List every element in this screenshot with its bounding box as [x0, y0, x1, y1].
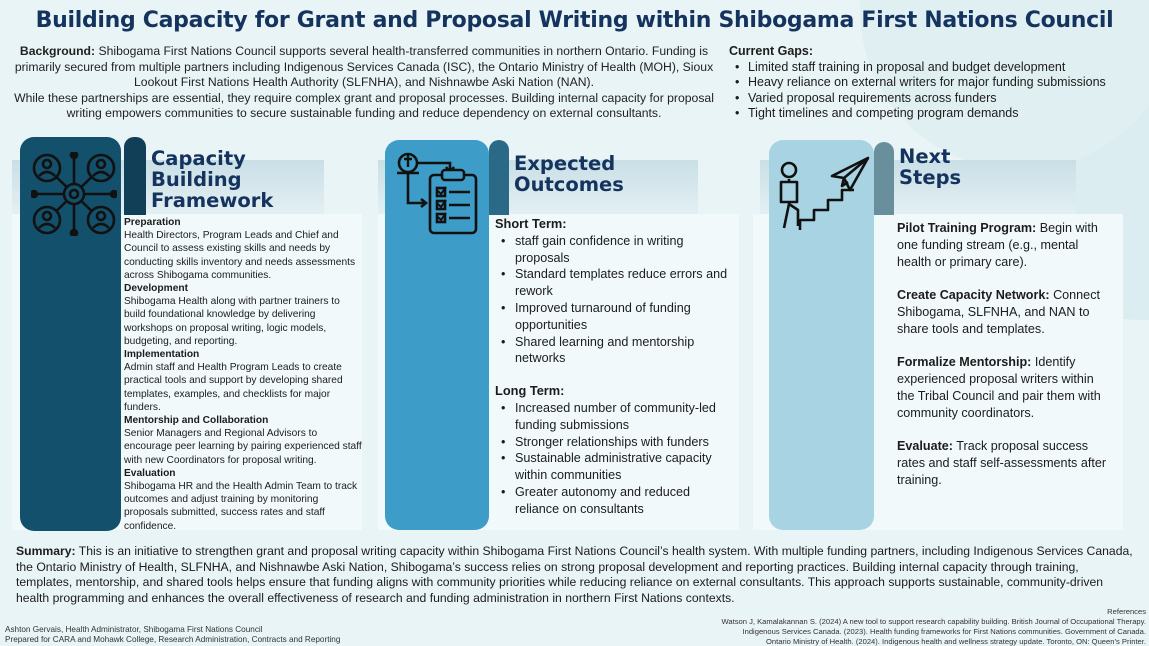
next-step-item: Pilot Training Program: Begin with one funding stream (e.g., mental health or primary care). [897, 221, 1098, 269]
reference-item: Indigenous Services Canada. (2023). Health funding frameworks for First Nations communities. Government of Canada. [742, 626, 1146, 636]
next-step-item: Create Capacity Network: Connect Shibogama, SLFNHA, and NAN to share tools and templates. [897, 288, 1100, 336]
outcomes-text [495, 216, 735, 518]
summary-section [16, 544, 1138, 606]
gap-item: • Tight timelines and competing program demands [729, 106, 1139, 122]
framework-body: Shibogama HR and the Health Admin Team to track outcomes and adjust training by monitoring proposals submitted, success rates and staff confidence. [124, 481, 358, 532]
gap-item: • Varied proposal requirements across funders [729, 91, 1139, 107]
next-step-item: Evaluate: Track proposal success rates and staff self-assessments after training. [897, 439, 1107, 487]
author-line: Ashton Gervais, Health Administrator, Shibogama First Nations Council [5, 625, 263, 634]
current-gaps-section [729, 44, 1139, 122]
background-label: Background: [19, 44, 96, 58]
framework-heading: Implementation [124, 349, 200, 361]
next-step-item: Formalize Mentorship: Identify experienced proposal writers within the Tribal Council and pair them with community coordinators. [897, 355, 1101, 420]
stairs-climber-icon [776, 152, 872, 237]
gap-item: • Heavy reliance on external writers for major funding submissions [729, 75, 1139, 91]
references [722, 607, 1147, 646]
framework-pillar-tab [124, 137, 146, 215]
framework-heading: Development [124, 283, 188, 295]
framework-body: Shibogama Health along with partner trainers to build foundational knowledge by delivering workshops on proposal writing, logic models, budgeting, and reporting. [124, 296, 340, 347]
framework-heading: Evaluation [124, 467, 176, 479]
framework-body: Senior Managers and Regional Advisors to encourage peer learning by pairing experienced staff with new Coordinators for proposal writing. [124, 428, 362, 466]
long-term-item: • Sustainable administrative capacity within communities [495, 450, 735, 484]
framework-heading: Mentorship and Collaboration [124, 415, 269, 427]
long-term-item: • Greater autonomy and reduced reliance on consultants [495, 484, 735, 518]
next-steps-text [897, 220, 1112, 506]
author-credit [5, 625, 340, 646]
summary-text: This is an initiative to strengthen grant and proposal writing capacity within Shibogama First Nations Council’s health system. With multiple funding partners, including Indigenous Services Canada, the Ontario Ministry of Health, SLFNHA, and Nishnawbe Aski Nation, Shibogama’s success relies on strong proposal development and reporting practices. Building internal capacity through training, templates, mentorship, and shared tools helps ensure that funding aligns with community priorities while reducing reliance on external consultants. This approach supports sustainable, community-driven health programming and enhances the overall effectiveness of research and funding administration in northern First Nations contexts. [16, 544, 1133, 605]
long-term-list [495, 400, 735, 518]
outcomes-title: Expected Outcomes [514, 152, 624, 196]
clipboard-checklist-icon [394, 151, 480, 242]
gap-item: • Limited staff training in proposal and budget development [729, 60, 1139, 76]
background-text-2: While these partnerships are essential, they require complex grant and proposal processes. Building internal capacity for proposal writing empowers communities to secure sustainable funding and reduce dependency on external consultants. [14, 90, 714, 120]
outcomes-pillar-tab [489, 140, 509, 215]
short-term-item: • Improved turnaround of funding opportunities [495, 300, 735, 334]
page-title: Building Capacity for Grant and Proposal Writing within Shibogama First Nations Council [35, 8, 1114, 33]
framework-text [124, 216, 362, 533]
short-term-label: Short Term: [495, 216, 567, 231]
reference-item: Watson J, Kamalakannan S. (2024) A new tool to support research capability building. British Journal of Occupational Therapy. [721, 616, 1146, 626]
short-term-item: • staff gain confidence in writing proposals [495, 233, 735, 267]
short-term-item: • Shared learning and mentorship networks [495, 334, 735, 368]
references-label: References [1107, 607, 1146, 616]
author-line: Prepared for CARA and Mohawk College, Research Administration, Contracts and Reporting [5, 635, 341, 645]
framework-body: Health Directors, Program Leads and Chief and Council to assess existing skills and needs by conducting skills inventory and needs assessments across Shibogama communities. [124, 230, 356, 281]
framework-body: Admin staff and Health Program Leads to create practical tools and support by developing shared templates, examples, and checklists for major funders. [124, 362, 343, 413]
short-term-item: • Standard templates reduce errors and rework [495, 266, 735, 300]
summary-label: Summary: [16, 544, 76, 558]
network-icon [31, 152, 117, 241]
reference-item: Ontario Ministry of Health. (2024). Indigenous health and wellness strategy update. Toronto, ON: Queen’s Printer. [765, 636, 1146, 646]
framework-heading: Preparation [124, 217, 181, 228]
long-term-label: Long Term: [495, 383, 565, 399]
long-term-item: • Increased number of community-led funding submissions [495, 400, 735, 434]
long-term-item: • Stronger relationships with funders [495, 434, 735, 451]
background-section [14, 44, 714, 122]
next-steps-pillar-tab [874, 142, 894, 215]
framework-title: Capacity Building Framework [151, 147, 274, 212]
current-gaps-label: Current Gaps: [729, 44, 814, 58]
current-gaps-list [729, 60, 1139, 122]
short-term-list [495, 233, 735, 367]
next-steps-title: Next Steps [899, 145, 962, 189]
background-text: Shibogama First Nations Council supports several health-transferred communities in northern Ontario. Funding is primarily secured from multiple partners including Indigenous Services Canada (ISC), the Ontario Ministry of Health (MOH), Sioux Lookout First Nations Health Authority (SLFNHA), and Nishnawbe Aski Nation (NAN). [14, 44, 714, 89]
